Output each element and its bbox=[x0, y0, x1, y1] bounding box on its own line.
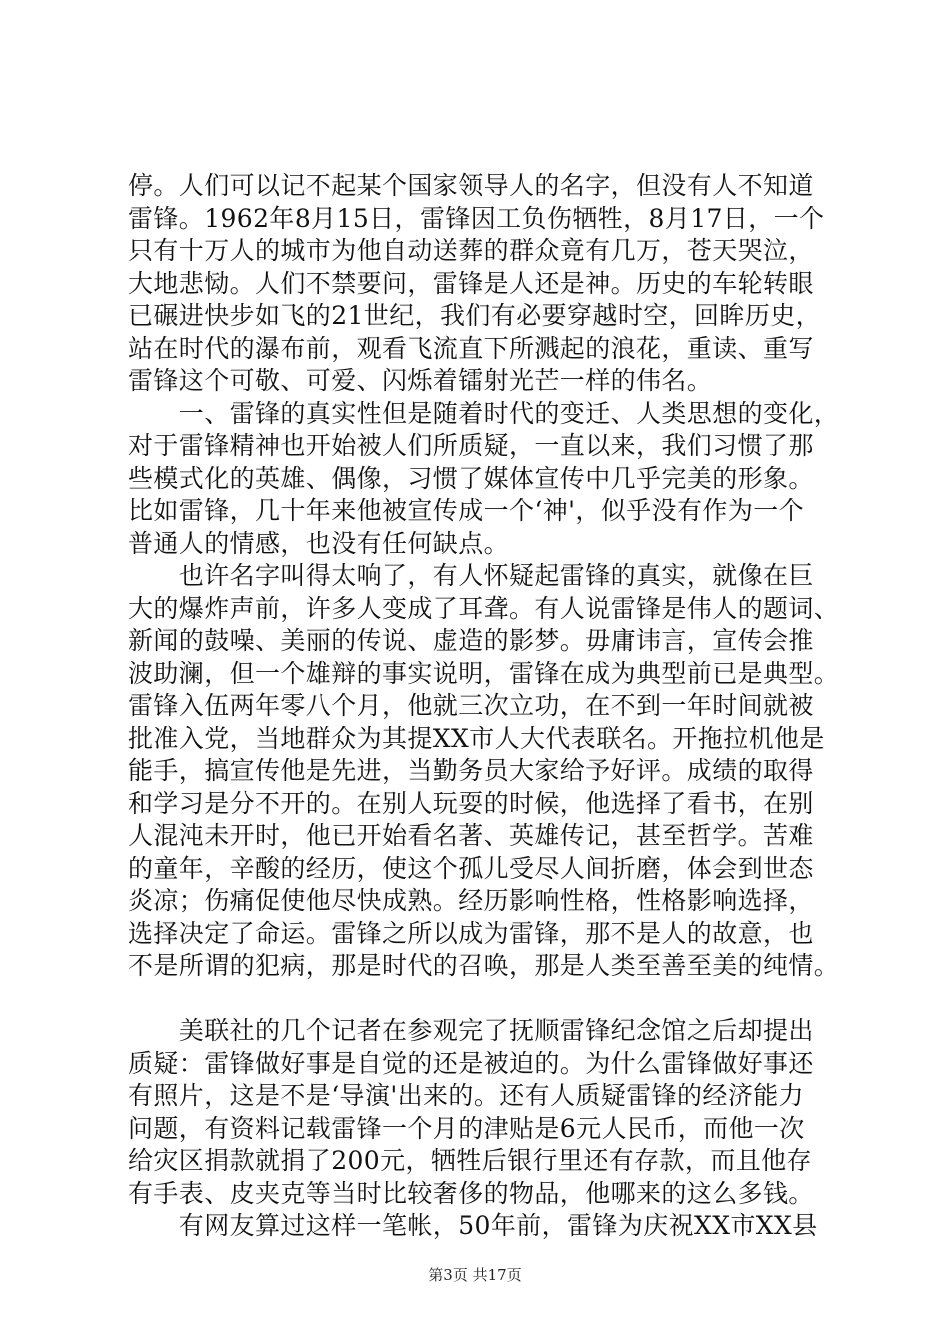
text-line: 和学习是分不开的。在别人玩耍的时候，他选择了看书，在别 bbox=[128, 788, 814, 818]
text-line: 已碾进快步如飞的21世纪，我们有必要穿越时空，回眸历史， bbox=[128, 301, 822, 330]
text-line: 炎凉；伤痛促使他尽快成熟。经历影响性格，性格影响选择， bbox=[128, 886, 814, 915]
body-text bbox=[128, 170, 848, 1243]
text-line: 人混沌未开时，他已开始看名著、英雄传记，甚至哲学。苦难 bbox=[128, 821, 814, 850]
text-line: 给灾区捐款就捐了200元，牺牲后银行里还有存款，而且他存 bbox=[128, 1146, 812, 1175]
text-line: 停。人们可以记不起某个国家领导人的名字，但没有人不知道 bbox=[128, 171, 814, 200]
text-line: 问题，有资料记载雷锋一个月的津贴是6元人民币，而他一次 bbox=[128, 1113, 805, 1143]
text-line: 只有十万人的城市为他自动送葬的群众竟有几万，苍天哭泣， bbox=[128, 236, 814, 265]
text-line: 雷锋入伍两年零八个月，他就三次立功，在不到一年时间就被 bbox=[128, 691, 814, 720]
text-line: 不是所谓的犯病，那是时代的召唤，那是人类至善至美的纯情。 bbox=[128, 951, 840, 980]
text-line: 些模式化的英雄、偶像，习惯了媒体宣传中几乎完美的形象。 bbox=[128, 463, 814, 493]
text-line: 雷锋。1962年8月15日，雷锋因工负伤牺牲，8月17日，一个 bbox=[128, 203, 825, 233]
text-line: 也许名字叫得太响了，有人怀疑起雷锋的真实，就像在巨 bbox=[128, 561, 814, 590]
text-line: 波助澜，但一个雄辩的事实说明，雷锋在成为典型前已是典型。 bbox=[128, 658, 840, 688]
text-line: 站在时代的瀑布前，观看飞流直下所溅起的浪花，重读、重写 bbox=[128, 333, 814, 363]
paragraph-gap bbox=[128, 983, 848, 1016]
text-line: 对于雷锋精神也开始被人们所质疑，一直以来，我们习惯了那 bbox=[128, 431, 814, 460]
text-line: 的童年，辛酸的经历，使这个孤儿受尽人间折磨，体会到世态 bbox=[128, 853, 814, 883]
text-line: 比如雷锋，几十年来他被宣传成一个‘神'，似乎没有作为一个 bbox=[128, 496, 805, 525]
page-footer: 第3页 共17页 bbox=[428, 1266, 522, 1284]
text-line: 有网友算过这样一笔帐，50年前，雷锋为庆祝XX市XX县 bbox=[128, 1211, 818, 1240]
text-line: 有照片，这是不是‘导演'出来的。还有人质疑雷锋的经济能力 bbox=[128, 1081, 805, 1110]
text-line: 美联社的几个记者在参观完了抚顺雷锋纪念馆之后却提出 bbox=[128, 1016, 814, 1045]
text-line: 新闻的鼓噪、美丽的传说、虚造的影梦。毋庸讳言，宣传会推 bbox=[128, 626, 814, 655]
text-line: 大地悲恸。人们不禁要问，雷锋是人还是神。历史的车轮转眼 bbox=[128, 268, 814, 298]
text-line: 普通人的情感，也没有任何缺点。 bbox=[128, 528, 510, 558]
text-line: 选择决定了命运。雷锋之所以成为雷锋，那不是人的故意，也 bbox=[128, 918, 814, 948]
text-line: 批准入党，当地群众为其提XX市人大代表联名。开拖拉机他是 bbox=[128, 723, 825, 753]
text-line: 有手表、皮夹克等当时比较奢侈的物品，他哪来的这么多钱。 bbox=[128, 1178, 814, 1208]
text-line: 质疑：雷锋做好事是自觉的还是被迫的。为什么雷锋做好事还 bbox=[128, 1048, 814, 1078]
text-line: 能手，搞宣传他是先进，当勤务员大家给予好评。成绩的取得 bbox=[128, 756, 814, 785]
text-line: 雷锋这个可敬、可爱、闪烁着镭射光芒一样的伟名。 bbox=[128, 366, 713, 395]
text-line: 大的爆炸声前，许多人变成了耳聋。有人说雷锋是伟人的题词、 bbox=[128, 593, 840, 623]
text-line: 一、雷锋的真实性但是随着时代的变迁、人类思想的变化， bbox=[128, 398, 840, 428]
